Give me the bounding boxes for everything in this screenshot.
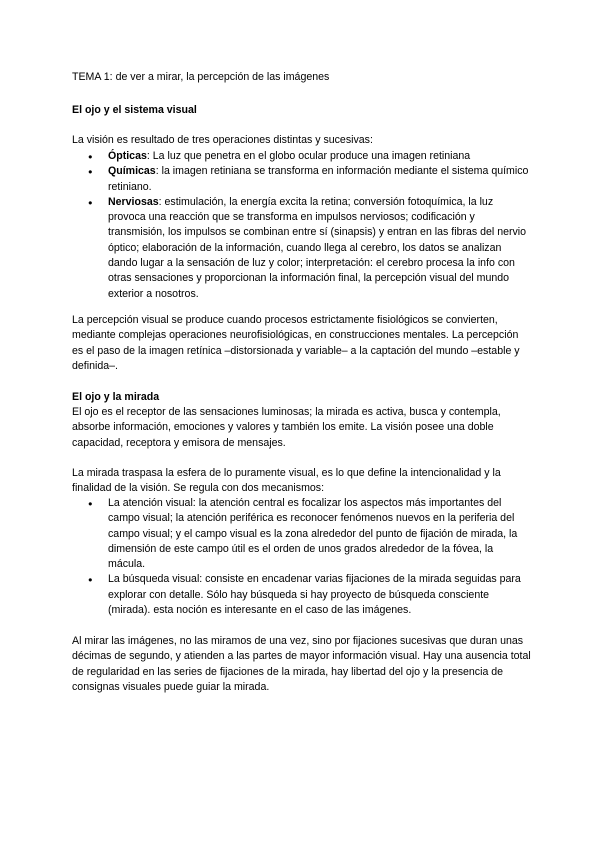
vision-operations-list [72, 149, 532, 302]
percepcion-paragraph: La percepción visual se produce cuando procesos estrictamente fisiológicos se convierten, mediante complejas operaciones neurofisiológicas, en construcciones mentales. La percepción es el paso de la imagen retínica –distorsionada y variable– a la captación del mundo –estable y definida–. [72, 314, 520, 372]
section-heading-ojo-sistema-visual: El ojo y el sistema visual [72, 104, 197, 116]
list-item: ● La búsqueda visual: consiste en encadenar varias fijaciones de la mirada seguidas para explorar con detalle. Sólo hay búsqueda si hay proyecto de búsqueda consciente (mirada). esta noción es interesante en el caso de las imágenes. [72, 572, 532, 618]
list-item-term: Químicas [108, 165, 156, 178]
ojo-mirada-paragraph: El ojo es el receptor de las sensaciones luminosas; la mirada es activa, busca y contempla, absorbe información, emociones y valores y también los emite. La visión posee una doble capacidad, receptora y emisora de mensajes. [72, 406, 501, 449]
list-item-text: : la imagen retiniana se transforma en información mediante el sistema químico retiniano. [108, 165, 529, 193]
list-item-text: : estimulación, la energía excita la retina; conversión fotoquímica, la luz provoca una reacción que se transforma en impulsos nerviosos; codificación y transmisión, los impulsos se combinan entre sí (sinapsis) y entran en las fibras del nervio óptico; elaboración de la información, cuando llega al cerebro, los datos se analizan dando lugar a la sensación de luz y color; interpretación: el cerebro procesa la info con otras sensaciones y proporcionan la información final, la percepción visual del mundo exterior a nosotros. [108, 195, 527, 300]
intro-paragraph: La visión es resultado de tres operaciones distintas y sucesivas: [72, 134, 373, 146]
mirada-paragraph: La mirada traspasa la esfera de lo puramente visual, es lo que define la intencionalidad y la finalidad de la visión. Se regula con dos mecanismos: [72, 467, 501, 495]
list-item [72, 164, 532, 195]
document-title: TEMA 1: de ver a mirar, la percepción de las imágenes [72, 71, 330, 83]
list-item-text: : La luz que penetra en el globo ocular produce una imagen retiniana [146, 150, 471, 162]
list-item [72, 149, 532, 164]
section-heading-ojo-mirada: El ojo y la mirada [72, 391, 160, 403]
mecanismos-list [72, 496, 532, 618]
list-item [72, 195, 532, 302]
list-item-term: Nerviosas [108, 195, 159, 208]
list-item: ● La atención visual: la atención central es focalizar los aspectos más importantes del campo visual; la atención periférica es reconocer fenómenos nuevos en la periferia del campo visual; y el campo visual es la zona alrededor del punto de fijación de mirada, la dimensión de este campo útil es el orden de unos grados alrededor de la fóvea, la mácula. [72, 496, 532, 572]
list-item-term: Ópticas [108, 150, 147, 162]
fijaciones-paragraph: Al mirar las imágenes, no las miramos de una vez, sino por fijaciones sucesivas que duran unas décimas de segundo, y atienden a las partes de mayor información visual. Hay una ausencia total de regularidad en las series de fijaciones de la mirada, hay libertad del ojo y la presencia de consignas visuales puede guiar la mirada. [72, 635, 531, 693]
